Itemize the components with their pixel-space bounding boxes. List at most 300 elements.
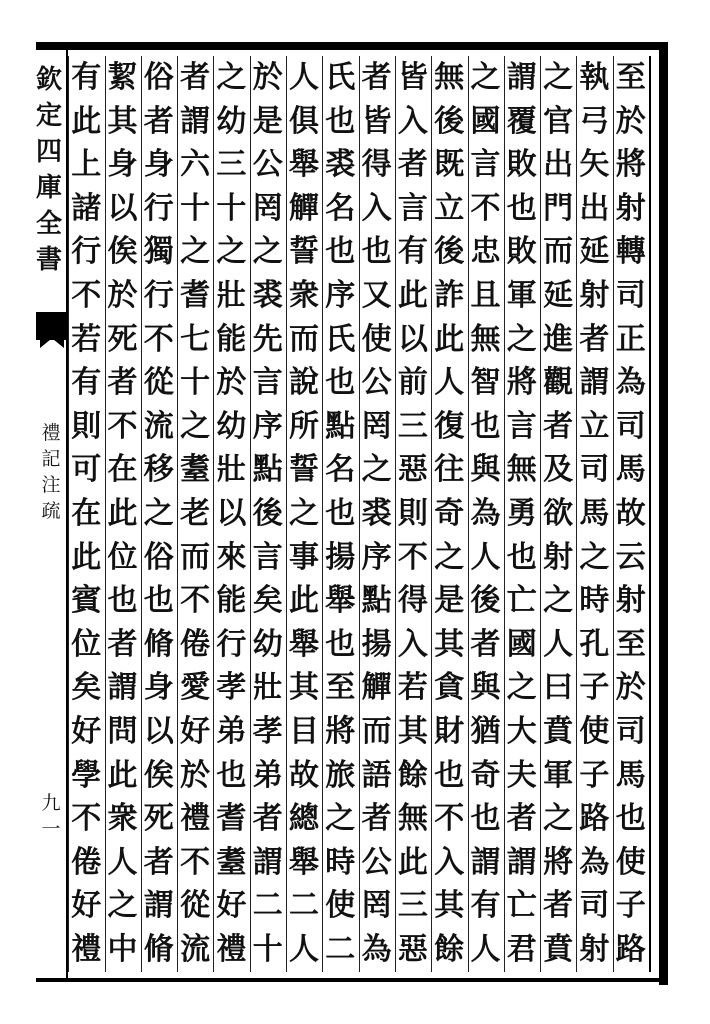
text-column — [211, 58, 251, 970]
text-char: 弟 — [216, 713, 247, 749]
text-char: 至 — [615, 60, 646, 95]
text-char: 智 — [470, 365, 501, 401]
text-char: 皆 — [397, 60, 428, 95]
text-char: 之 — [543, 60, 574, 95]
text-char: 學 — [71, 757, 102, 793]
text-char: 在 — [107, 452, 138, 488]
text-char: 子 — [579, 670, 610, 706]
text-char: 之 — [180, 234, 211, 270]
text-column — [574, 58, 614, 970]
text-char: 名 — [325, 190, 356, 226]
text-char: 言 — [470, 147, 501, 183]
text-char: 有 — [71, 60, 102, 95]
text-char: 耋 — [180, 452, 211, 488]
text-char: 謂 — [107, 670, 138, 706]
text-char: 其 — [434, 626, 465, 662]
text-char: 以 — [216, 495, 247, 531]
text-char: 弓 — [579, 103, 610, 139]
text-char: 得 — [397, 583, 428, 619]
text-char: 十 — [180, 365, 211, 401]
text-char: 好 — [71, 888, 102, 924]
text-char: 者 — [470, 626, 501, 662]
text-char: 誓 — [289, 452, 319, 488]
text-char: 者 — [361, 801, 392, 837]
text-char: 身 — [107, 147, 138, 183]
text-char: 無 — [397, 801, 428, 837]
text-char: 先 — [252, 321, 283, 357]
text-char: 欲 — [543, 495, 574, 531]
text-char: 官 — [543, 103, 574, 139]
text-column — [611, 58, 651, 970]
text-char: 司 — [615, 713, 646, 749]
text-char: 詐 — [434, 277, 465, 313]
text-char: 執 — [579, 60, 610, 95]
text-char: 將 — [325, 713, 356, 749]
text-char: 舉 — [289, 626, 319, 662]
text-char: 正 — [615, 321, 646, 357]
text-char: 者 — [180, 60, 211, 95]
text-char: 能 — [216, 321, 247, 357]
spine-char: 疏 — [41, 499, 61, 522]
text-char: 人 — [107, 844, 138, 880]
text-char: 司 — [615, 277, 646, 313]
text-char: 三 — [397, 888, 428, 924]
text-char: 無 — [434, 60, 465, 95]
text-char: 將 — [506, 365, 537, 401]
text-char: 者 — [143, 103, 174, 139]
text-char: 也 — [325, 103, 356, 139]
text-char: 六 — [180, 147, 211, 183]
text-char: 此 — [71, 539, 102, 575]
text-char: 俗 — [143, 539, 174, 575]
text-char: 後 — [470, 583, 501, 619]
text-char: 延 — [543, 277, 574, 313]
text-char: 上 — [71, 147, 102, 183]
text-char: 不 — [470, 190, 501, 226]
text-char: 謂 — [506, 844, 537, 880]
text-char: 壯 — [216, 452, 247, 488]
text-char: 從 — [180, 888, 211, 924]
text-char: 公 — [361, 844, 392, 880]
text-char: 猶 — [470, 713, 501, 749]
text-char: 賁 — [543, 713, 574, 749]
text-char: 馬 — [615, 452, 646, 488]
text-char: 進 — [543, 321, 574, 357]
text-char: 者 — [543, 888, 574, 924]
text-char: 幼 — [252, 626, 283, 662]
text-char: 此 — [397, 277, 428, 313]
text-char: 也 — [107, 583, 138, 619]
text-char: 語 — [361, 757, 392, 793]
text-char: 也 — [216, 757, 247, 793]
text-char: 此 — [107, 495, 138, 531]
text-char: 於 — [252, 60, 283, 95]
text-char: 不 — [107, 408, 138, 444]
text-char: 以 — [397, 321, 428, 357]
text-char: 揚 — [361, 626, 392, 662]
text-char: 好 — [71, 713, 102, 749]
text-char: 衆 — [289, 277, 319, 313]
text-char: 流 — [180, 931, 211, 967]
text-char: 序 — [325, 277, 356, 313]
text-char: 射 — [579, 277, 610, 313]
text-char: 俗 — [143, 60, 174, 95]
text-char: 二 — [325, 931, 356, 967]
text-char: 不 — [180, 844, 211, 880]
text-char: 不 — [434, 801, 465, 837]
text-char: 復 — [434, 408, 465, 444]
text-column — [357, 58, 397, 970]
text-char: 出 — [543, 147, 574, 183]
text-char: 路 — [579, 801, 610, 837]
text-char: 點 — [325, 408, 356, 444]
text-column — [103, 58, 143, 970]
text-char: 在 — [71, 495, 102, 531]
spine-char: 記 — [41, 447, 61, 470]
text-char: 軍 — [543, 757, 574, 793]
top-border — [36, 42, 668, 50]
text-char: 名 — [325, 452, 356, 488]
text-char: 勇 — [506, 495, 537, 531]
text-char: 謂 — [180, 103, 211, 139]
text-char: 身 — [143, 670, 174, 706]
text-char: 禮 — [180, 801, 211, 837]
text-char: 俟 — [107, 234, 138, 270]
spine-char: 一 — [41, 817, 61, 840]
text-char: 後 — [434, 103, 465, 139]
text-char: 馬 — [579, 495, 610, 531]
text-char: 耆 — [180, 277, 211, 313]
text-char: 之 — [143, 495, 174, 531]
text-char: 至 — [615, 626, 646, 662]
text-char: 餘 — [397, 757, 428, 793]
text-char: 云 — [615, 539, 646, 575]
text-char: 不 — [180, 583, 211, 619]
text-char: 弟 — [252, 757, 283, 793]
text-char: 於 — [615, 670, 646, 706]
text-char: 裘 — [361, 495, 392, 531]
text-char: 子 — [615, 888, 646, 924]
text-char: 覆 — [506, 103, 537, 139]
text-char: 謂 — [579, 365, 610, 401]
text-char: 之 — [180, 408, 211, 444]
text-char: 也 — [470, 801, 501, 837]
text-char: 與 — [470, 452, 501, 488]
text-char: 謂 — [506, 60, 537, 95]
text-char: 人 — [470, 931, 501, 967]
text-char: 舉 — [289, 844, 319, 880]
text-char: 之 — [289, 495, 319, 531]
text-char: 射 — [543, 539, 574, 575]
spine-char: 定 — [35, 101, 62, 131]
text-char: 以 — [107, 190, 138, 226]
text-char: 死 — [107, 321, 138, 357]
text-column — [66, 58, 106, 970]
spine-char: 注 — [41, 473, 61, 496]
text-char: 觶 — [361, 670, 392, 706]
text-char: 財 — [434, 713, 465, 749]
text-char: 可 — [71, 452, 102, 488]
text-char: 也 — [361, 234, 392, 270]
text-char: 者 — [506, 801, 537, 837]
text-char: 揚 — [325, 539, 356, 575]
text-char: 而 — [289, 321, 319, 357]
text-char: 又 — [361, 277, 392, 313]
text-char: 也 — [325, 495, 356, 531]
text-char: 使 — [615, 844, 646, 880]
text-char: 謂 — [252, 844, 283, 880]
text-char: 無 — [506, 452, 537, 488]
text-char: 倦 — [180, 626, 211, 662]
text-char: 舉 — [289, 147, 319, 183]
text-char: 言 — [252, 539, 283, 575]
text-char: 之 — [543, 801, 574, 837]
text-char: 氏 — [325, 60, 356, 95]
text-column — [139, 58, 179, 970]
text-char: 十 — [252, 931, 283, 967]
text-char: 此 — [107, 757, 138, 793]
spine-char: 全 — [35, 209, 62, 239]
text-char: 點 — [252, 452, 283, 488]
text-char: 延 — [579, 234, 610, 270]
text-char: 諸 — [71, 190, 102, 226]
text-char: 氏 — [325, 321, 356, 357]
text-char: 子 — [579, 757, 610, 793]
text-char: 從 — [143, 365, 174, 401]
text-char: 此 — [434, 321, 465, 357]
text-column — [320, 58, 360, 970]
text-char: 不 — [71, 801, 102, 837]
text-char: 二 — [289, 888, 319, 924]
page-number — [38, 790, 64, 842]
text-char: 而 — [180, 539, 211, 575]
text-char: 行 — [216, 626, 247, 662]
text-char: 後 — [434, 234, 465, 270]
text-char: 三 — [216, 147, 247, 183]
collection-title — [34, 62, 64, 278]
text-char: 中 — [107, 931, 138, 967]
text-char: 將 — [615, 147, 646, 183]
text-char: 者 — [143, 844, 174, 880]
text-char: 也 — [506, 539, 537, 575]
text-char: 人 — [289, 60, 319, 95]
text-char: 絜 — [107, 60, 138, 95]
text-char: 之 — [579, 539, 610, 575]
text-char: 好 — [216, 888, 247, 924]
text-column — [538, 58, 578, 970]
text-char: 位 — [107, 539, 138, 575]
text-column — [175, 58, 215, 970]
text-char: 貪 — [434, 670, 465, 706]
text-char: 矣 — [252, 583, 283, 619]
text-char: 國 — [470, 103, 501, 139]
text-char: 舉 — [325, 583, 356, 619]
text-char: 誓 — [289, 234, 319, 270]
text-char: 故 — [615, 495, 646, 531]
text-char: 其 — [289, 670, 319, 706]
text-char: 其 — [397, 713, 428, 749]
text-char: 則 — [71, 408, 102, 444]
text-char: 老 — [180, 495, 211, 531]
text-char: 馬 — [615, 757, 646, 793]
text-char: 裘 — [252, 277, 283, 313]
text-char: 轉 — [615, 234, 646, 270]
text-char: 與 — [470, 670, 501, 706]
text-char: 脩 — [143, 931, 174, 967]
text-char: 則 — [397, 495, 428, 531]
text-char: 而 — [543, 234, 574, 270]
text-char: 二 — [252, 888, 283, 924]
text-char: 曰 — [543, 670, 574, 706]
text-char: 孝 — [252, 713, 283, 749]
text-char: 於 — [180, 757, 211, 793]
text-char: 公 — [361, 365, 392, 401]
text-char: 罔 — [361, 408, 392, 444]
text-char: 此 — [71, 103, 102, 139]
fish-tail-notch — [40, 334, 64, 348]
text-char: 司 — [579, 452, 610, 488]
text-char: 人 — [289, 931, 319, 967]
text-char: 之 — [107, 888, 138, 924]
text-char: 有 — [397, 234, 428, 270]
text-char: 賁 — [543, 931, 574, 967]
text-char: 幼 — [216, 103, 247, 139]
text-char: 裘 — [325, 147, 356, 183]
text-char: 君 — [506, 931, 537, 967]
text-char: 不 — [397, 539, 428, 575]
text-char: 者 — [543, 408, 574, 444]
text-char: 孔 — [579, 626, 610, 662]
text-char: 十 — [180, 190, 211, 226]
text-char: 入 — [434, 844, 465, 880]
text-char: 移 — [143, 452, 174, 488]
text-char: 是 — [434, 583, 465, 619]
text-char: 也 — [325, 626, 356, 662]
text-char: 者 — [107, 626, 138, 662]
text-char: 行 — [143, 190, 174, 226]
text-char: 十 — [216, 190, 247, 226]
text-char: 者 — [252, 801, 283, 837]
text-char: 孝 — [216, 670, 247, 706]
text-char: 也 — [470, 408, 501, 444]
text-char: 公 — [252, 147, 283, 183]
text-char: 後 — [252, 495, 283, 531]
text-char: 惡 — [397, 452, 428, 488]
text-char: 前 — [397, 365, 428, 401]
text-char: 禮 — [71, 931, 102, 967]
text-char: 也 — [615, 801, 646, 837]
text-char: 觶 — [289, 190, 319, 226]
text-char: 之 — [434, 539, 465, 575]
text-char: 者 — [361, 60, 392, 95]
text-char: 於 — [615, 103, 646, 139]
text-char: 耆 — [216, 801, 247, 837]
text-char: 此 — [397, 844, 428, 880]
text-char: 總 — [289, 801, 319, 837]
text-char: 身 — [143, 147, 174, 183]
text-char: 言 — [252, 365, 283, 401]
text-char: 若 — [71, 321, 102, 357]
text-char: 觀 — [543, 365, 574, 401]
text-char: 也 — [143, 583, 174, 619]
right-border — [659, 42, 668, 985]
text-char: 惡 — [397, 931, 428, 967]
text-char: 死 — [143, 801, 174, 837]
text-char: 使 — [361, 321, 392, 357]
spine-char: 欽 — [35, 65, 62, 95]
text-char: 出 — [579, 190, 610, 226]
text-char: 既 — [434, 147, 465, 183]
text-char: 獨 — [143, 234, 174, 270]
text-char: 大 — [506, 713, 537, 749]
text-char: 司 — [615, 408, 646, 444]
text-char: 使 — [579, 713, 610, 749]
text-char: 序 — [361, 539, 392, 575]
text-char: 以 — [143, 713, 174, 749]
text-char: 脩 — [143, 626, 174, 662]
text-char: 矣 — [71, 670, 102, 706]
text-char: 無 — [470, 321, 501, 357]
text-char: 壯 — [252, 670, 283, 706]
text-char: 之 — [216, 60, 247, 95]
text-column — [429, 58, 469, 970]
spine-char: 禮 — [41, 421, 61, 444]
text-char: 且 — [470, 277, 501, 313]
text-char: 言 — [506, 408, 537, 444]
text-char: 其 — [434, 888, 465, 924]
text-char: 目 — [289, 713, 319, 749]
text-char: 有 — [71, 365, 102, 401]
spine-char: 書 — [35, 245, 62, 275]
text-char: 奇 — [434, 495, 465, 531]
text-char: 俱 — [289, 103, 319, 139]
text-char: 之 — [216, 234, 247, 270]
text-char: 國 — [506, 626, 537, 662]
text-char: 為 — [615, 365, 646, 401]
text-char: 事 — [289, 539, 319, 575]
text-char: 者 — [107, 365, 138, 401]
text-column — [502, 58, 542, 970]
text-char: 行 — [71, 234, 102, 270]
text-char: 之 — [543, 583, 574, 619]
text-char: 之 — [252, 234, 283, 270]
text-char: 能 — [216, 583, 247, 619]
text-char: 愛 — [180, 670, 211, 706]
text-char: 將 — [543, 844, 574, 880]
text-char: 為 — [470, 495, 501, 531]
text-char: 謂 — [470, 844, 501, 880]
text-char: 衆 — [107, 801, 138, 837]
text-char: 矢 — [579, 147, 610, 183]
spine-char: 庫 — [35, 173, 62, 203]
text-char: 之 — [506, 670, 537, 706]
text-char: 之 — [470, 60, 501, 95]
text-char: 餘 — [434, 931, 465, 967]
book-title — [38, 420, 64, 524]
text-column — [248, 58, 288, 970]
text-char: 故 — [289, 757, 319, 793]
text-char: 賓 — [71, 583, 102, 619]
text-char: 也 — [325, 365, 356, 401]
text-char: 皆 — [361, 103, 392, 139]
text-char: 入 — [397, 103, 428, 139]
text-char: 之 — [325, 801, 356, 837]
text-char: 壯 — [216, 277, 247, 313]
text-char: 謂 — [143, 888, 174, 924]
text-column — [466, 58, 506, 970]
text-char: 好 — [180, 713, 211, 749]
text-char: 夫 — [506, 757, 537, 793]
